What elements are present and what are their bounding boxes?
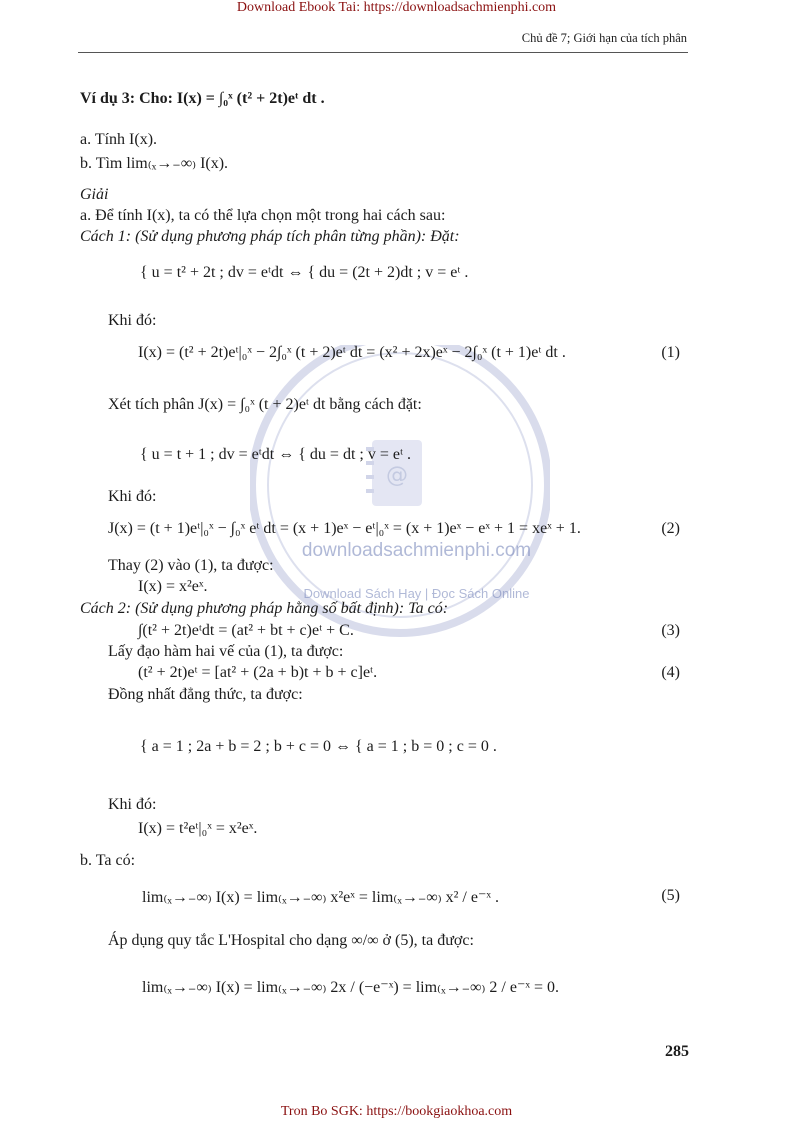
j-result-formula: J(x) = (t + 1)eᵗ|₀ˣ − ∫₀ˣ eᵗ dt = (x + 1)eˣ − eᵗ|₀ˣ = (x + 1)eˣ − eˣ + 1 = xeˣ + 1. <box>108 520 581 537</box>
top-download-link[interactable]: Download Ebook Tai: https://downloadsachmienphi.com <box>236 0 557 15</box>
task-b: b. Tìm lim₍ₓ→₋∞₎ I(x). <box>80 155 229 172</box>
derivative-formula: (t² + 2t)eᵗ = [at² + (2a + b)t + b + c]eᵗ. <box>138 664 378 681</box>
substitution-system-1: { u = t² + 2t ; dv = eᵗdt ⇔ { du = (2t + 2)dt ; v = eᵗ . <box>140 264 469 281</box>
limit-formula-1: lim₍ₓ→₋∞₎ I(x) = lim₍ₓ→₋∞₎ x²eˣ = lim₍ₓ→₋∞₎ x² / e⁻ˣ . <box>142 889 500 906</box>
part-b-intro: b. Ta có: <box>80 852 136 869</box>
ansatz-formula: ∫(t² + 2t)eᵗdt = (at² + bt + c)eᵗ + C. <box>138 622 354 639</box>
equation-label-2: (2) <box>661 520 680 537</box>
task-a: a. Tính I(x). <box>80 131 158 148</box>
page-number: 285 <box>665 1043 689 1060</box>
then-label-2: Khi đó: <box>108 488 157 505</box>
svg-text:@: @ <box>386 463 408 488</box>
watermark-slogan: Download Sách Hay | Đọc Sách Online <box>303 586 530 601</box>
derivative-line: Lấy đạo hàm hai vế của (1), ta được: <box>108 643 344 660</box>
method-2-heading: Cách 2: (Sử dụng phương pháp hằng số bất định): Ta có: <box>80 600 449 617</box>
header-rule <box>78 52 688 53</box>
identify-line: Đồng nhất đẳng thức, ta được: <box>108 686 303 703</box>
integration-by-parts-formula: I(x) = (t² + 2t)eᵗ|₀ˣ − 2∫₀ˣ (t + 2)eᵗ dt = (x² + 2x)eˣ − 2∫₀ˣ (t + 1)eᵗ dt . <box>138 344 566 361</box>
example-heading: Ví dụ 3: Cho: I(x) = ∫₀ˣ (t² + 2t)eᵗ dt . <box>80 90 325 107</box>
equation-label-1: (1) <box>661 344 680 361</box>
bottom-sgk-link[interactable]: Tron Bo SGK: https://bookgiaokhoa.com <box>280 1104 513 1119</box>
solution-label: Giải <box>80 186 109 203</box>
i-result-1: I(x) = x²eˣ. <box>138 578 208 595</box>
chapter-header: Chủ đề 7; Giới hạn của tích phân <box>521 31 687 45</box>
lhospital-line: Áp dụng quy tắc L'Hospital cho dạng ∞/∞ ở (5), ta được: <box>108 932 474 949</box>
then-label-1: Khi đó: <box>108 312 157 329</box>
method-1-heading: Cách 1: (Sử dụng phương pháp tích phân từng phần): Đặt: <box>80 228 460 245</box>
watermark-site: downloadsachmienphi.com <box>301 540 532 561</box>
substitute-line: Thay (2) vào (1), ta được: <box>108 557 274 574</box>
substitution-system-2: { u = t + 1 ; dv = eᵗdt ⇔ { du = dt ; v = eᵗ . <box>140 446 412 463</box>
equation-label-5: (5) <box>661 887 680 904</box>
part-a-intro: a. Để tính I(x), ta có thể lựa chọn một trong hai cách sau: <box>80 207 446 224</box>
coefficient-system: { a = 1 ; 2a + b = 2 ; b + c = 0 ⇔ { a = 1 ; b = 0 ; c = 0 . <box>140 738 497 755</box>
i-result-2: I(x) = t²eᵗ|₀ˣ = x²eˣ. <box>138 820 258 837</box>
limit-formula-2: lim₍ₓ→₋∞₎ I(x) = lim₍ₓ→₋∞₎ 2x / (−e⁻ˣ) = lim₍ₓ→₋∞₎ 2 / e⁻ˣ = 0. <box>142 979 560 996</box>
then-label-3: Khi đó: <box>108 796 157 813</box>
equation-label-3: (3) <box>661 622 680 639</box>
integral-j-definition: Xét tích phân J(x) = ∫₀ˣ (t + 2)eᵗ dt bằng cách đặt: <box>108 396 422 413</box>
equation-label-4: (4) <box>661 664 680 681</box>
